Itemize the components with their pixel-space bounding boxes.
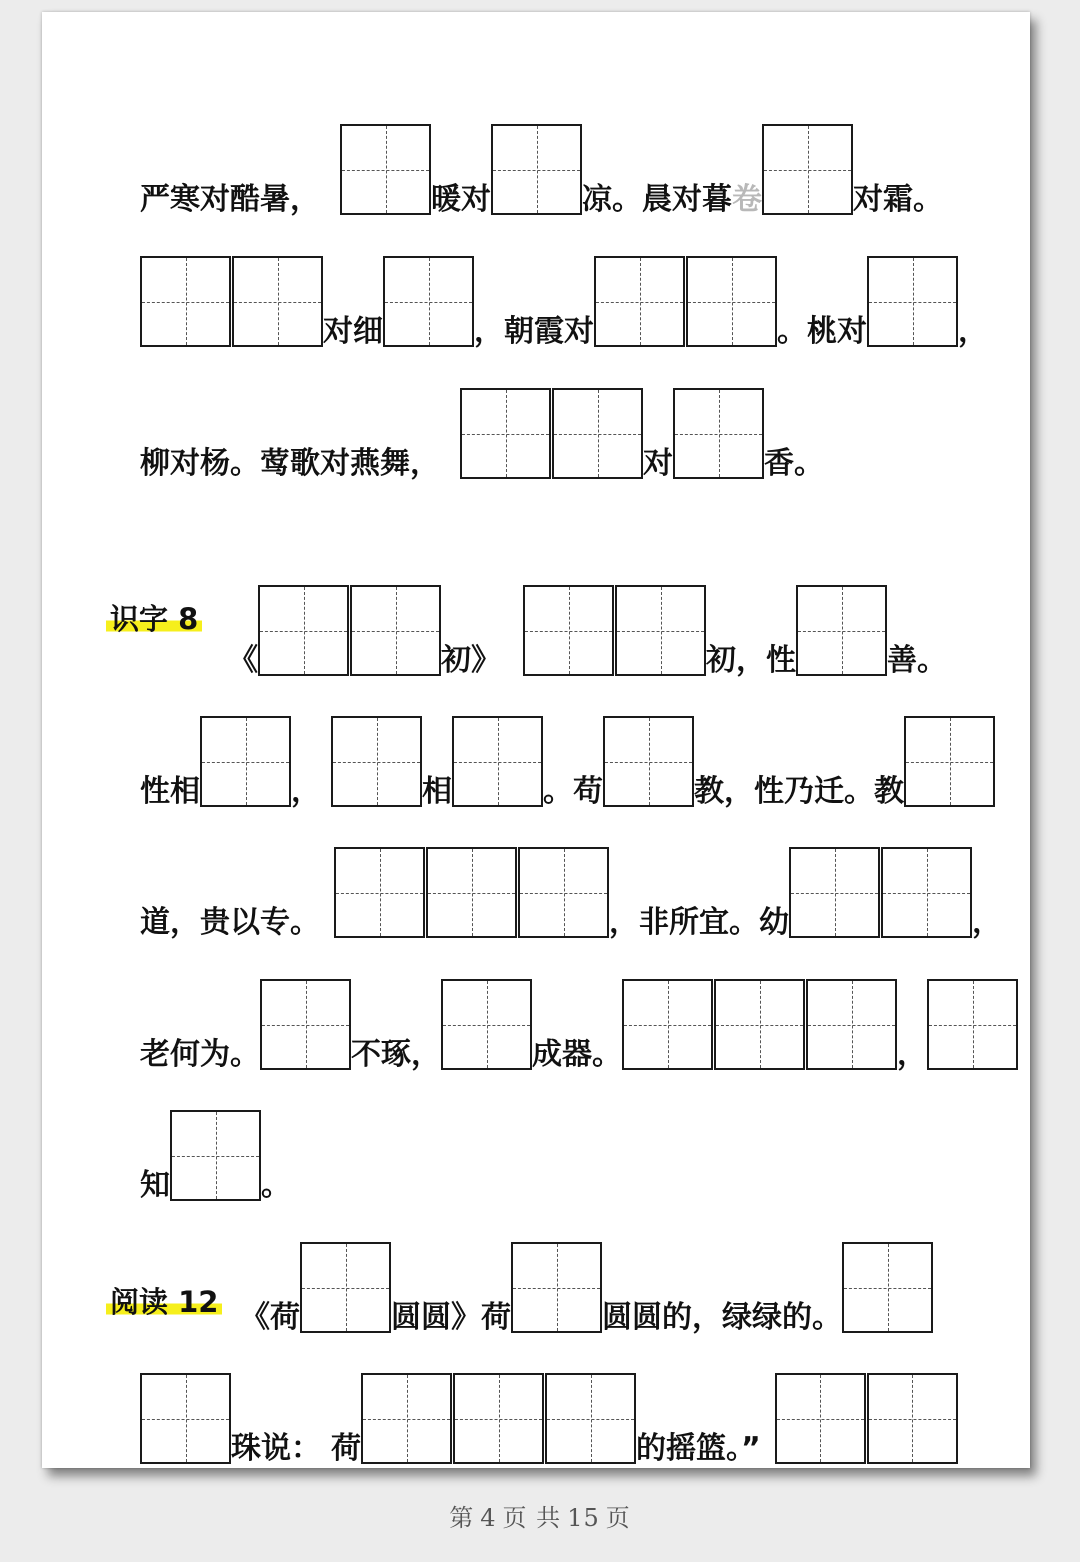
text-segment: 严寒对酷暑， (140, 182, 320, 217)
writing-box[interactable] (603, 716, 694, 807)
text-line-10 (140, 1369, 958, 1464)
writing-box[interactable] (350, 585, 441, 676)
text-segment: 凉。 (582, 182, 642, 217)
writing-box[interactable] (552, 388, 643, 479)
writing-box[interactable] (881, 847, 972, 938)
text-segment: 。 (261, 1168, 291, 1203)
verse-line-3 (140, 384, 824, 479)
writing-box[interactable] (383, 256, 474, 347)
text-line-4 (228, 581, 947, 676)
text-segment: 。苟 (543, 774, 603, 809)
footer-suffix: 页 (605, 1504, 631, 1532)
writing-box[interactable] (452, 716, 543, 807)
worksheet-page (42, 12, 1030, 1468)
total-page-count: 15 (567, 1504, 600, 1532)
text-line-5 (140, 712, 995, 807)
text-segment: 成器。 (532, 1037, 622, 1072)
writing-box[interactable] (232, 256, 323, 347)
writing-box[interactable] (789, 847, 880, 938)
text-segment: 相 (422, 774, 452, 809)
writing-box[interactable] (796, 585, 887, 676)
writing-box[interactable] (511, 1242, 602, 1333)
writing-box[interactable] (361, 1373, 452, 1464)
writing-box[interactable] (441, 979, 532, 1070)
text-segment: 。桃对 (777, 314, 867, 349)
writing-box[interactable] (622, 979, 713, 1070)
writing-box[interactable] (762, 124, 853, 215)
footer-mid: 页 共 (502, 1504, 562, 1532)
writing-box[interactable] (426, 847, 517, 938)
text-segment: 晨对暮 (642, 182, 732, 217)
verse-line-2 (140, 252, 988, 347)
text-segment: 教，性乃迁。教 (694, 774, 904, 809)
writing-box[interactable] (806, 979, 897, 1070)
writing-box[interactable] (491, 124, 582, 215)
text-segment: 初，性 (706, 643, 796, 678)
text-segment: 圆圆》荷 (391, 1300, 511, 1335)
text-segment: ，非所宜。幼 (609, 905, 789, 940)
writing-box[interactable] (545, 1373, 636, 1464)
writing-box[interactable] (518, 847, 609, 938)
text-segment: 不琢， (351, 1037, 441, 1072)
text-segment: ， (972, 905, 1002, 940)
text-segment: 初》 (441, 643, 501, 678)
writing-box[interactable] (867, 1373, 958, 1464)
writing-box[interactable] (686, 256, 777, 347)
text-segment: 荷 (331, 1431, 361, 1466)
writing-box[interactable] (140, 256, 231, 347)
text-segment: 对霜。 (853, 182, 943, 217)
writing-box[interactable] (260, 979, 351, 1070)
footer-prefix: 第 (449, 1504, 475, 1532)
text-segment: 柳对杨。莺歌对燕舞， (140, 446, 440, 481)
writing-box[interactable] (340, 124, 431, 215)
text-segment: 老何为。 (140, 1037, 260, 1072)
text-segment: ， (958, 314, 988, 349)
writing-box[interactable] (140, 1373, 231, 1464)
writing-box[interactable] (842, 1242, 933, 1333)
text-segment: 性相 (140, 774, 200, 809)
text-line-9 (240, 1238, 933, 1333)
text-line-7 (140, 975, 1018, 1070)
text-segment: 知 (140, 1168, 170, 1203)
text-segment: ， (897, 1037, 927, 1072)
writing-box[interactable] (334, 847, 425, 938)
writing-box[interactable] (867, 256, 958, 347)
writing-box[interactable] (170, 1110, 261, 1201)
verse-line-1 (140, 120, 943, 215)
text-segment: 《 (228, 643, 258, 678)
text-segment: 暖对 (431, 182, 491, 217)
writing-box[interactable] (714, 979, 805, 1070)
text-segment: 圆圆的，绿绿的。 (602, 1300, 842, 1335)
text-segment: 香。 (764, 446, 824, 481)
page-footer (0, 1498, 1080, 1533)
text-segment: ， (291, 774, 321, 809)
watermark-text: 卷 (732, 182, 762, 217)
writing-box[interactable] (904, 716, 995, 807)
writing-box[interactable] (594, 256, 685, 347)
writing-box[interactable] (460, 388, 551, 479)
text-segment: 道，贵以专。 (140, 905, 320, 940)
writing-box[interactable] (331, 716, 422, 807)
text-line-6 (140, 843, 1002, 938)
writing-box[interactable] (673, 388, 764, 479)
section-tag-shizi-8: 识字 8 (106, 604, 202, 634)
writing-box[interactable] (258, 585, 349, 676)
text-segment: 善。 (887, 643, 947, 678)
section-tag-yuedu-12: 阅读 12 (106, 1287, 222, 1317)
text-segment: 的摇篮。” (636, 1431, 761, 1466)
writing-box[interactable] (775, 1373, 866, 1464)
writing-box[interactable] (523, 585, 614, 676)
writing-box[interactable] (927, 979, 1018, 1070)
text-line-8 (140, 1106, 291, 1201)
writing-box[interactable] (200, 716, 291, 807)
text-segment: 《荷 (240, 1300, 300, 1335)
writing-box[interactable] (615, 585, 706, 676)
current-page-number: 4 (480, 1504, 497, 1532)
text-segment: 对 (643, 446, 673, 481)
text-segment: 对细 (323, 314, 383, 349)
writing-box[interactable] (300, 1242, 391, 1333)
writing-box[interactable] (453, 1373, 544, 1464)
text-segment: ，朝霞对 (474, 314, 594, 349)
text-segment: 珠说： (231, 1431, 321, 1466)
